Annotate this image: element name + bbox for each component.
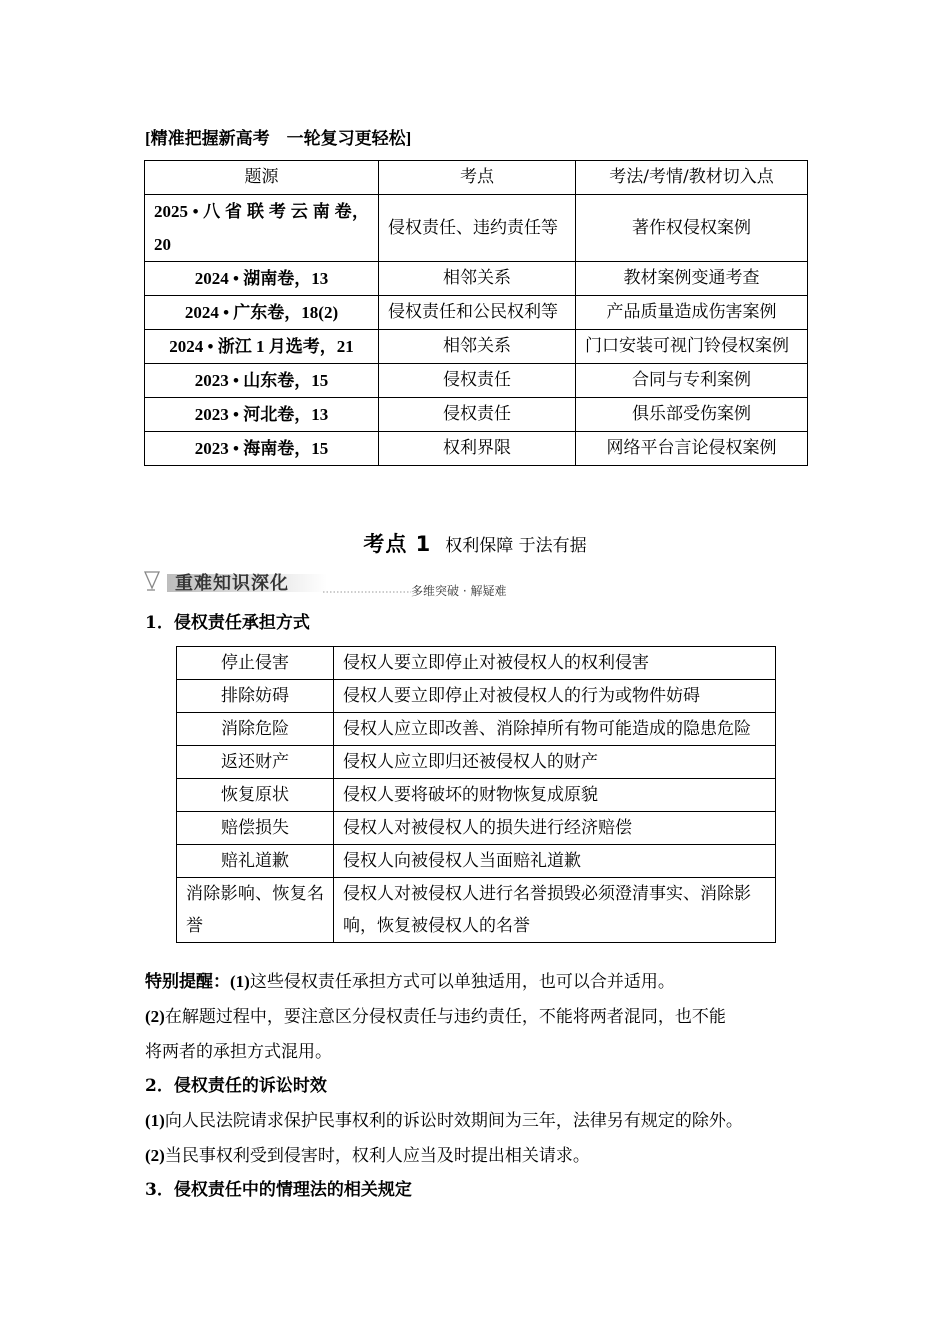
desc-cell: 侵权人要立即停止对被侵权人的行为或物件妨碍 xyxy=(334,680,776,713)
desc-cell: 侵权人向被侵权人当面赔礼道歉 xyxy=(334,845,776,878)
row-source: 2024 • 广东卷，18(2) xyxy=(145,296,379,330)
table-row xyxy=(145,330,808,364)
method-cell: 排除妨碍 xyxy=(177,680,334,713)
section2-title: 2．侵权责任的诉讼时效 xyxy=(145,1076,327,1096)
table-row xyxy=(177,812,776,845)
table-row xyxy=(145,432,808,466)
reminder-label: 特别提醒： xyxy=(145,972,230,992)
row-angle: 网络平台言论侵权案例 xyxy=(576,432,808,466)
table-row xyxy=(177,746,776,779)
reminder-line3: 将两者的承担方式混用。 xyxy=(145,1042,332,1062)
kaodian-heading xyxy=(0,528,950,558)
header-angle: 考法/考情/教材切入点 xyxy=(576,161,808,195)
reminder-text-2a: 在解题过程中，要注意区分侵权责任与违约责任，不能将两者混同，也不能 xyxy=(164,1007,726,1027)
row-angle: 著作权侵权案例 xyxy=(576,195,808,262)
exam-source-table xyxy=(144,160,808,466)
table-row xyxy=(145,262,808,296)
method-cell: 恢复原状 xyxy=(177,779,334,812)
row-angle: 俱乐部受伤案例 xyxy=(576,398,808,432)
row-angle: 门口安装可视门铃侵权案例 xyxy=(576,330,808,364)
table-row xyxy=(145,398,808,432)
row-point: 侵权责任、违约责任等 xyxy=(379,195,576,262)
page-header: [精准把握新高考 一轮复习更轻松] xyxy=(145,129,412,148)
row-source: 2025 • 八 省 联 考 云 南 卷，20 xyxy=(145,195,379,262)
row-source: 2023 • 海南卷，15 xyxy=(145,432,379,466)
section-banner xyxy=(143,566,543,600)
reminder-line2 xyxy=(145,1000,726,1034)
reminder-line1 xyxy=(145,965,675,999)
row-point: 相邻关系 xyxy=(379,262,576,296)
row-angle: 合同与专利案例 xyxy=(576,364,808,398)
s2-num-2: (2) xyxy=(145,1146,165,1165)
table-row xyxy=(177,680,776,713)
method-cell: 停止侵害 xyxy=(177,647,334,680)
table-row xyxy=(145,296,808,330)
header-point: 考点 xyxy=(379,161,576,195)
row-point: 侵权责任 xyxy=(379,398,576,432)
row-source: 2023 • 河北卷，13 xyxy=(145,398,379,432)
row-point: 侵权责任 xyxy=(379,364,576,398)
header-source: 题源 xyxy=(145,161,379,195)
s2-num-1: (1) xyxy=(145,1111,165,1130)
desc-cell: 侵权人应立即改善、消除掉所有物可能造成的隐患危险 xyxy=(334,713,776,746)
section2-para2 xyxy=(145,1139,590,1173)
liability-methods-table xyxy=(176,646,776,943)
desc-cell: 侵权人要立即停止对被侵权人的权利侵害 xyxy=(334,647,776,680)
s2-text-2: 当民事权利受到侵害时，权利人应当及时提出相关请求。 xyxy=(164,1146,590,1166)
method-cell: 返还财产 xyxy=(177,746,334,779)
reminder-num-2: (2) xyxy=(145,1007,165,1026)
row-point: 侵权责任和公民权利等 xyxy=(379,296,576,330)
s2-text-1: 向人民法院请求保护民事权利的诉讼时效期间为三年，法律另有规定的除外。 xyxy=(164,1111,743,1131)
desc-cell: 侵权人要将破坏的财物恢复成原貌 xyxy=(334,779,776,812)
table-row xyxy=(145,364,808,398)
kaodian-label: 考点 1 xyxy=(363,532,432,556)
table-row xyxy=(177,647,776,680)
method-cell: 消除影响、恢复名誉 xyxy=(177,878,334,943)
table-row xyxy=(177,845,776,878)
row-angle: 教材案例变通考查 xyxy=(576,262,808,296)
row-point: 权利界限 xyxy=(379,432,576,466)
section2-para1 xyxy=(145,1104,743,1138)
method-cell: 赔偿损失 xyxy=(177,812,334,845)
desc-cell: 侵权人对被侵权人的损失进行经济赔偿 xyxy=(334,812,776,845)
banner-subtitle: 多维突破 · 解疑难 xyxy=(411,584,507,598)
desc-cell: 侵权人应立即归还被侵权人的财产 xyxy=(334,746,776,779)
banner-title: 重难知识深化 xyxy=(175,573,289,594)
row-point: 相邻关系 xyxy=(379,330,576,364)
section1-title: 1．侵权责任承担方式 xyxy=(145,613,310,633)
table-row xyxy=(177,779,776,812)
row-source: 2024 • 浙江 1 月选考，21 xyxy=(145,330,379,364)
reminder-text-1: 这些侵权责任承担方式可以单独适用，也可以合并适用。 xyxy=(249,972,675,992)
kaodian-title: 权利保障 于法有据 xyxy=(445,536,587,556)
table-row xyxy=(177,878,776,943)
table-row xyxy=(145,195,808,262)
table-header-row xyxy=(145,161,808,195)
reminder-num-1: (1) xyxy=(230,972,250,991)
row-angle: 产品质量造成伤害案例 xyxy=(576,296,808,330)
row-source: 2024 • 湖南卷，13 xyxy=(145,262,379,296)
method-cell: 消除危险 xyxy=(177,713,334,746)
table-row xyxy=(177,713,776,746)
section3-title: 3．侵权责任中的情理法的相关规定 xyxy=(145,1180,412,1200)
method-cell: 赔礼道歉 xyxy=(177,845,334,878)
row-source: 2023 • 山东卷，15 xyxy=(145,364,379,398)
desc-cell: 侵权人对被侵权人进行名誉损毁必须澄清事实、消除影响，恢复被侵权人的名誉 xyxy=(334,878,776,943)
